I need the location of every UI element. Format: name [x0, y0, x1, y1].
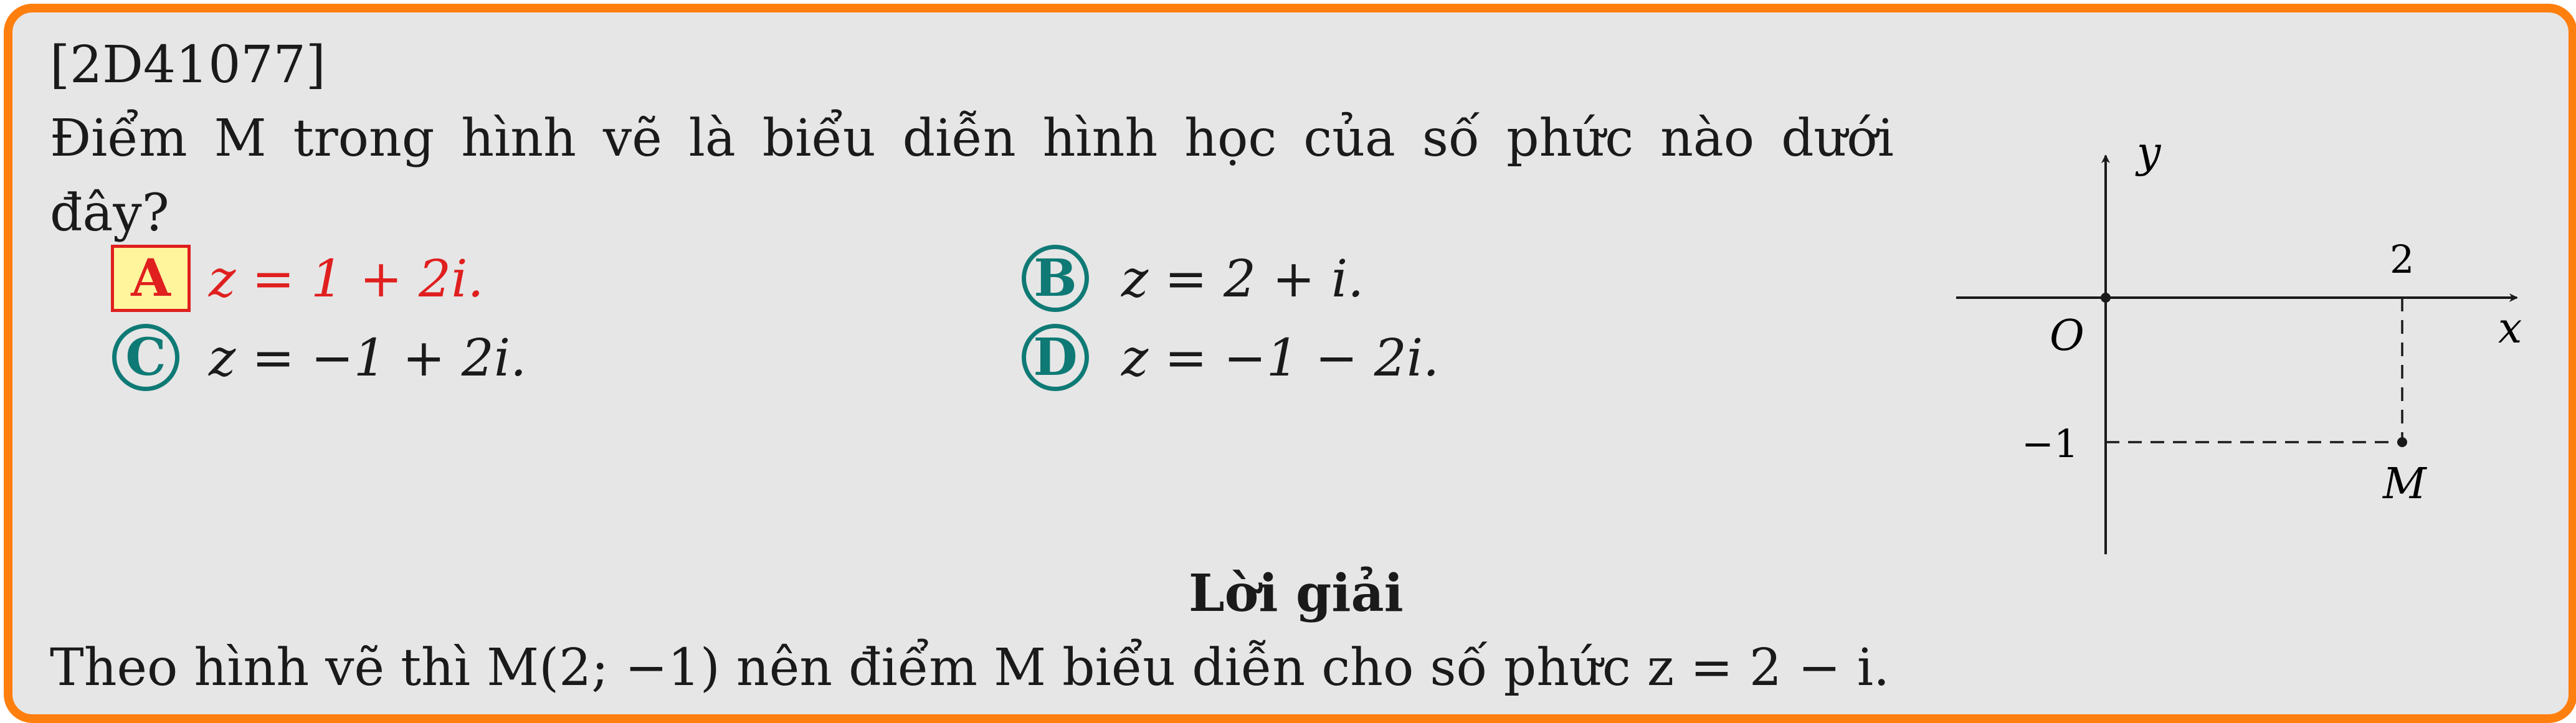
origin-label: O: [2050, 311, 2084, 361]
x-axis-label: x: [2498, 304, 2522, 353]
question-text-continued: đây?: [50, 184, 169, 243]
y-axis-label: y: [2137, 128, 2161, 177]
option-b-text[interactable]: z = 2 + i.: [1121, 250, 1364, 309]
solution-title: Lời giải: [1189, 564, 1404, 623]
y-tick-label: −1: [2022, 421, 2079, 466]
point-m: [2397, 437, 2407, 447]
option-a-badge[interactable]: A: [111, 245, 191, 312]
question-text: Điểm M trong hình vẽ là biểu diễn hình học của số phức nào dưới: [50, 109, 1894, 168]
option-d-text[interactable]: z = −1 − 2i.: [1121, 329, 1440, 388]
point-m-label: M: [2383, 460, 2426, 509]
option-b-badge[interactable]: B: [1022, 245, 1089, 312]
solution-text: Theo hình vẽ thì M(2; −1) nên điểm M biểu diễn cho số phức z = 2 − i.: [50, 638, 1890, 697]
question-card: [4, 4, 2576, 723]
option-c-badge[interactable]: C: [112, 324, 179, 391]
option-c-text[interactable]: z = −1 + 2i.: [209, 329, 527, 388]
problem-id: [2D41077]: [50, 35, 326, 95]
origin-point: [2101, 293, 2111, 303]
x-tick-label: 2: [2390, 237, 2415, 282]
option-d-badge[interactable]: D: [1022, 324, 1089, 391]
option-a-text[interactable]: z = 1 + 2i.: [209, 250, 484, 309]
coordinate-figure: [1956, 125, 2554, 573]
